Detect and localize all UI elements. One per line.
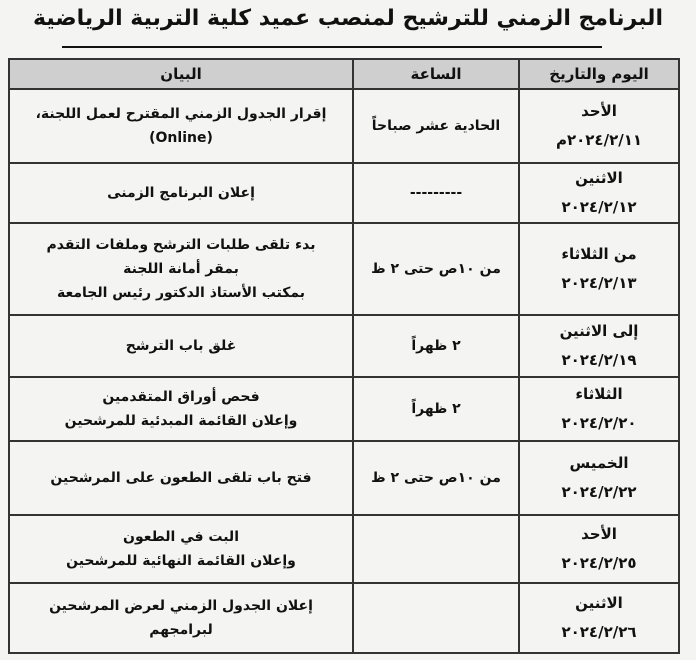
time-cell: ---------: [353, 163, 519, 223]
time-cell: من ١٠ص حتى ٢ ظ: [353, 441, 519, 515]
description-cell: [9, 315, 353, 377]
day-name: الأحد: [581, 525, 617, 543]
table-row: [9, 89, 679, 163]
table-row: [9, 315, 679, 377]
day-name: الأحد: [581, 102, 617, 120]
table-row: [9, 515, 679, 583]
day-cell: [519, 315, 679, 377]
description-cell: [9, 377, 353, 441]
description-line: وإعلان القائمة المبدئية للمرشحين: [64, 413, 298, 429]
description-cell: [9, 583, 353, 653]
description-cell: [9, 441, 353, 515]
table-row: [9, 583, 679, 653]
day-date: ٢٠٢٤/٢/١٩: [561, 351, 637, 369]
day-date: ٢٠٢٤/٢/٢٠: [561, 414, 637, 432]
time-cell: [353, 515, 519, 583]
day-cell: [519, 515, 679, 583]
day-cell: [519, 223, 679, 315]
header-day-date: اليوم والتاريخ: [519, 59, 679, 89]
day-cell: [519, 377, 679, 441]
description-line: فحص أوراق المتقدمين: [102, 389, 260, 405]
description-line: لبرامجهم: [149, 622, 213, 638]
table-row: [9, 441, 679, 515]
description-line: بمكتب الأستاذ الدكتور رئيس الجامعة: [56, 285, 306, 301]
document-title: البرنامج الزمني للترشيح لمنصب عميد كلية التربية الرياضية: [33, 6, 663, 31]
description-line: (Online): [149, 130, 213, 146]
day-cell: [519, 441, 679, 515]
header-description: البيان: [9, 59, 353, 89]
day-name: الاثنين: [575, 169, 623, 187]
description-line: فتح باب تلقى الطعون على المرشحين: [50, 470, 312, 486]
description-line: إعلان الجدول الزمني لعرض المرشحين: [49, 598, 313, 614]
day-name: إلى الاثنين: [559, 322, 639, 340]
description-line: وإعلان القائمة النهائية للمرشحين: [66, 553, 296, 569]
day-date: ٢٠٢٤/٢/١٣: [561, 274, 637, 292]
day-cell: [519, 583, 679, 653]
table-row: [9, 163, 679, 223]
day-name: الخميس: [569, 454, 629, 472]
schedule-table: [8, 58, 680, 654]
description-line: إعلان البرنامج الزمنى: [107, 185, 255, 201]
description-line: بدء تلقى طلبات الترشح وملفات التقدم: [46, 237, 316, 253]
day-name: الاثنين: [575, 594, 623, 612]
table-row: [9, 223, 679, 315]
time-cell: من ١٠ص حتى ٢ ظ: [353, 223, 519, 315]
title-underline: [62, 46, 602, 48]
description-line: بمقر أمانة اللجنة: [123, 261, 239, 277]
time-cell: ٢ ظهراً: [353, 315, 519, 377]
day-name: من الثلاثاء: [561, 245, 637, 263]
day-date: ٢٠٢٤/٢/٢٢: [561, 483, 637, 501]
time-cell: ٢ ظهراً: [353, 377, 519, 441]
day-cell: [519, 163, 679, 223]
day-date: ٢٠٢٤/٢/١١م: [555, 131, 643, 149]
header-time: الساعة: [353, 59, 519, 89]
description-cell: [9, 163, 353, 223]
day-date: ٢٠٢٤/٢/٢٦: [561, 623, 637, 641]
day-cell: [519, 89, 679, 163]
day-date: ٢٠٢٤/٢/٢٥: [561, 554, 637, 572]
time-cell: [353, 583, 519, 653]
description-cell: [9, 515, 353, 583]
description-line: إقرار الجدول الزمني المقترح لعمل اللجنة،: [35, 106, 327, 122]
time-cell: الحادية عشر صباحاً: [353, 89, 519, 163]
description-cell: [9, 223, 353, 315]
day-date: ٢٠٢٤/٢/١٢: [561, 198, 637, 216]
description-line: البت في الطعون: [123, 529, 239, 545]
description-line: غلق باب الترشح: [125, 338, 237, 354]
table-row: [9, 377, 679, 441]
description-cell: [9, 89, 353, 163]
day-name: الثلاثاء: [575, 385, 623, 403]
table-header-row: [9, 59, 679, 89]
